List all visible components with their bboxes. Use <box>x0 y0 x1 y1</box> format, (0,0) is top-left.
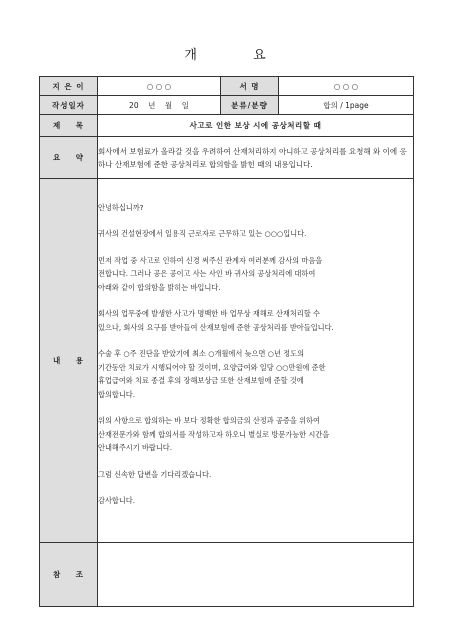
summary-label: 요 약 <box>40 137 98 179</box>
content-label: 내 용 <box>40 179 98 543</box>
author-value: ○ ○ ○ <box>98 77 221 96</box>
category-value: 합의 / 1page <box>279 96 414 115</box>
content-paragraph: 위의 사항으로 합의하는 바 보다 정확한 합의금의 산정과 공증을 위하여 산재전문가와 함께 합의서를 작성하고자 하오니 별실로 방문가능한 시간을 안내해주시기 바랍니다. <box>98 416 330 452</box>
signature-label: 서 명 <box>221 77 279 96</box>
subject-label: 제 목 <box>40 115 98 137</box>
content-paragraph: 수술 후 ○주 진단을 받았기에 최소 ○개월에서 늦으면 ○년 정도의 기간동안 치료가 시행되어야 할 것이며, 요양급여와 일당 ○○만원에 준한 휴업급여와 치료 종결 후의 장해보상금 또한 산재보험에 준할 것에 합의합니다. <box>98 349 326 399</box>
summary-text: 회사에서 보험료가 올라갈 것을 우려하여 산재처리하지 아니하고 공상처리를 요청해 와 이에 응하나 산재보험에 준한 공상처리로 합의함을 밝힌 때의 내용입니다. <box>98 137 414 179</box>
overview-table <box>39 76 414 607</box>
date-label: 작성일자 <box>40 96 98 115</box>
content-body <box>98 179 414 543</box>
author-label: 지 은 이 <box>40 77 98 96</box>
document-title: 개 요 <box>184 48 292 63</box>
signature-value: ○ ○ ○ <box>279 77 414 96</box>
content-paragraph: 감사합니다. <box>98 496 136 505</box>
reference-value <box>98 543 414 607</box>
date-value: 20 년 월 일 <box>98 96 221 115</box>
content-paragraph: 회사의 업무중에 발생한 사고가 명백한 바 업무상 재해로 산재처리할 수 있으나, 회사의 요구를 받아들여 산재보험에 준한 공상처리를 받아들입니다. <box>98 309 334 332</box>
category-label: 분류/분량 <box>221 96 279 115</box>
content-paragraph: 그럼 신속한 답변을 기다리겠습니다. <box>98 469 212 479</box>
content-paragraph: 안녕하십니까? <box>98 202 144 212</box>
reference-label: 참 조 <box>40 543 98 607</box>
content-paragraph: 먼저 작업 중 사고로 인하여 신경 써주신 관계자 여러분께 감사의 마음을 전합니다. 그러나 공은 공이고 사는 사인 바 귀사의 공상처리에 대하여 아래와 같이 합의함을 밝히는 바입니다. <box>98 255 323 292</box>
content-paragraph: 귀사의 건설현장에서 일용직 근로자로 근무하고 있는 ○○○입니다. <box>98 229 307 238</box>
subject-value: 사고로 인한 보상 시에 공상처리할 때 <box>98 115 414 137</box>
